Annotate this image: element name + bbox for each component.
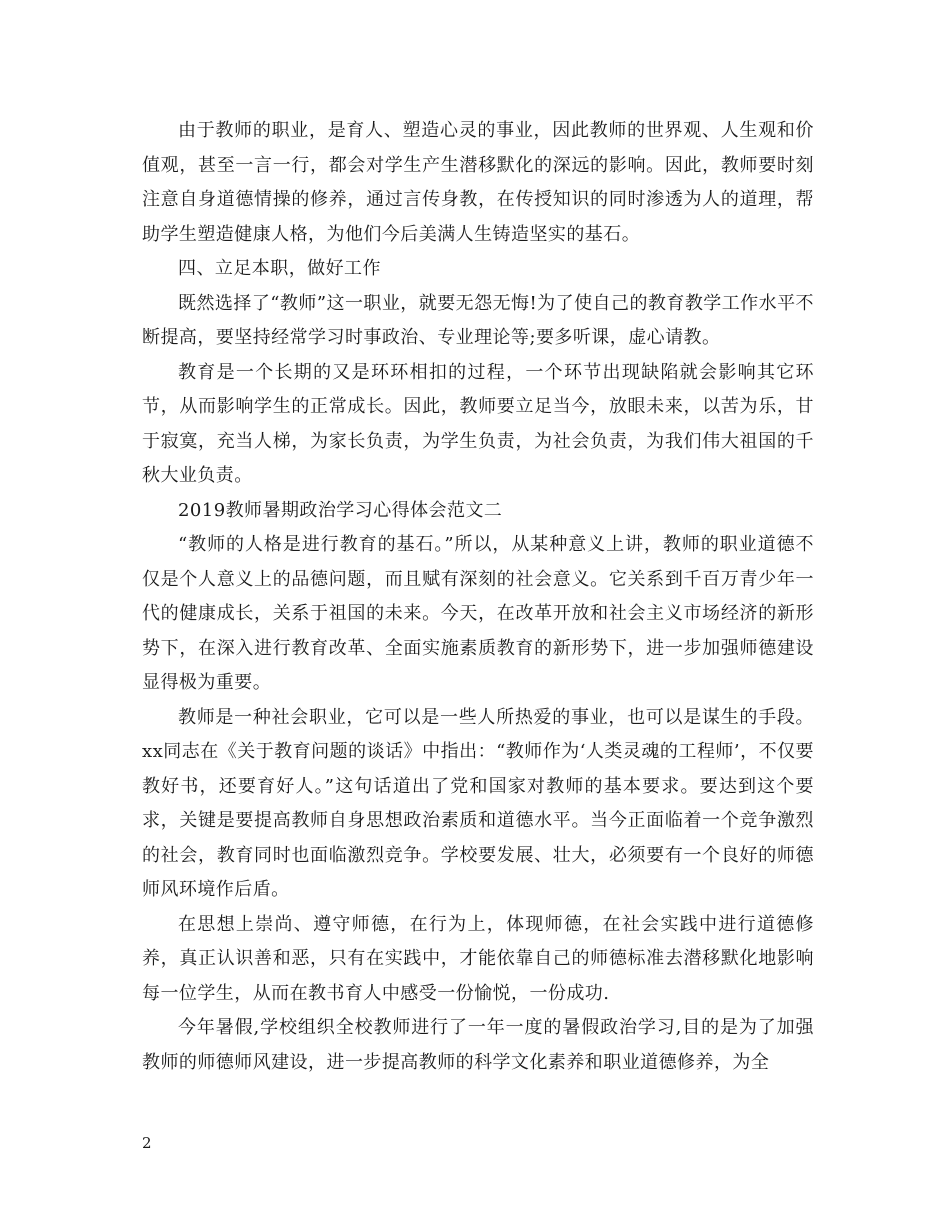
section-heading-focus-on-work: 四、立足本职，做好工作 (178, 258, 381, 279)
page-number: 2 (142, 1134, 152, 1152)
paragraph-education-process: 教育是一个长期的又是环环相扣的过程，一个环节出现缺陷就会影响其它环节，从而影响学生的正常成长。因此，教师要立足当今，放眼未来，以苦为乐，甘于寂寞，充当人梯，为家长负责，为学生负责，为社会负责，为我们伟大祖国的千秋大业负责。 (142, 361, 814, 486)
paragraph-teacher-influence: 由于教师的职业，是育人、塑造心灵的事业，因此教师的世界观、人生观和价值观，甚至一言一行，都会对学生产生潜移默化的深远的影响。因此，教师要时刻注意自身道德情操的修养，通过言传身教，在传授知识的同时渗透为人的道理，帮助学生塑造健康人格，为他们今后美满人生铸造坚实的基石。 (142, 120, 814, 245)
paragraph-no-regrets: 既然选择了“教师”这一职业，就要无怨无悔!为了使自己的教育教学工作水平不断提高，要坚持经常学习时事政治、专业理论等;要多听课，虚心请教。 (142, 292, 814, 348)
paragraph-practice-ethics: 在思想上崇尚、遵守师德，在行为上，体现师德，在社会实践中进行道德修养，真正认识善和恶，只有在实践中，才能依靠自己的师德标准去潜移默化地影响每一位学生，从而在教书育人中感受一份愉悦，一份成功. (142, 913, 814, 1004)
document-body (142, 114, 814, 1080)
section-heading-sample-two: 2019教师暑期政治学习心得体会范文二 (178, 499, 503, 521)
paragraph-teacher-personality: “教师的人格是进行教育的基石。”所以，从某种意义上讲，教师的职业道德不仅是个人意义上的品德问题，而且赋有深刻的社会意义。它关系到千百万青少年一代的健康成长，关系于祖国的未来。今天，在改革开放和社会主义市场经济的新形势下，在深入进行教育改革、全面实施素质教育的新形势下，进一步加强师德建设显得极为重要。 (142, 534, 814, 693)
paragraph-social-profession: 教师是一种社会职业，它可以是一些人所热爱的事业，也可以是谋生的手段。xx同志在《关于教育问题的谈话》中指出：“教师作为‘人类灵魂的工程师’，不仅要教好书，还要育好人。”这句话道出了党和国家对教师的基本要求。要达到这个要求，关键是要提高教师自身思想政治素质和道德水平。当今正面临着一个竞争激烈的社会，教育同时也面临激烈竞争。学校要发展、壮大，必须要有一个良好的师德师风环境作后盾。 (142, 706, 814, 900)
paragraph-summer-study: 今年暑假,学校组织全校教师进行了一年一度的暑假政治学习,目的是为了加强教师的师德师风建设，进一步提高教师的科学文化素养和职业道德修养，为全 (142, 1017, 814, 1073)
